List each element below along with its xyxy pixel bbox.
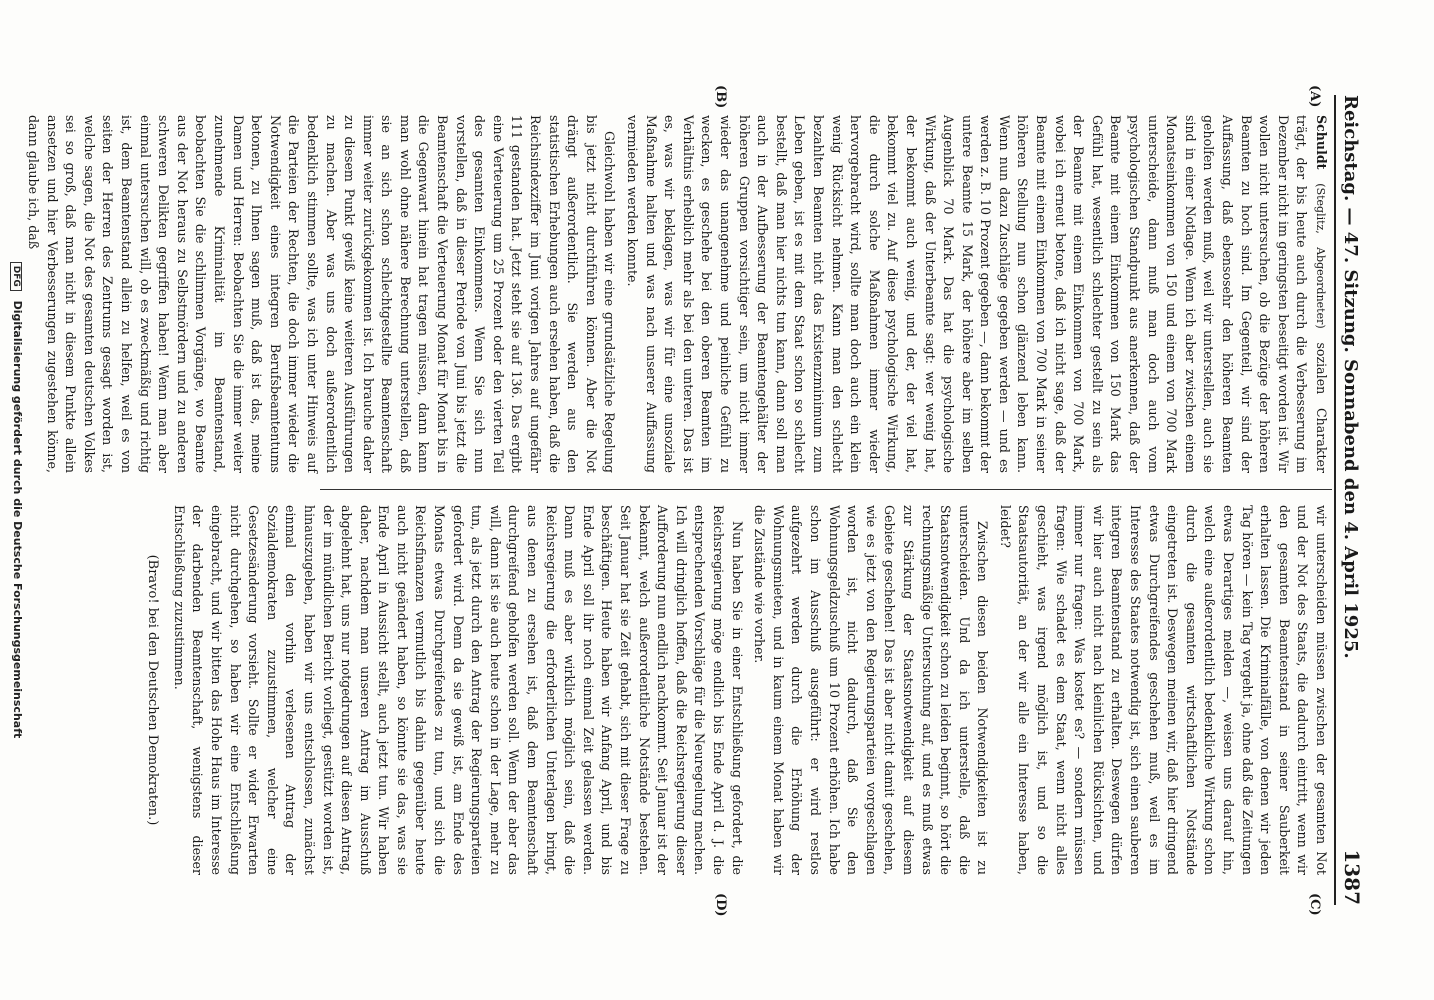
header-title: Reichstag. — 47. Sitzung. Sonnabend den 4. April 1925. [1340, 95, 1361, 659]
paragraph: wir unterscheiden müssen zwischen der gesamten Not und der Not des Staats, die dadurch eintritt, wenn wir den gesamten Beamtenstand in seiner Sauberkeit erhalten lassen. Die Kriminalfälle, von denen wir jeden Tag hören — kein Tag vergeht ja, ohne daß die Zeitungen etwas Derartiges melden —, weisen uns darauf hin, welch eine außerordentlich bedenkliche Wirkung schon durch die gesamten wirtschaftlichen Notstände eingetreten ist. Deswegen meinen wir, daß hier dringend etwas Durchgreifendes geschehen muß, weil es im Interesse des Staates notwendig ist, sich einen sauberen integren Beamtenstand zu erhalten. Deswegen dürfen wir hier auch nicht nach kleinlichen Rücksichten, und immer nur fragen: Was kostet es? — sondern müssen fragen: Wie schadet es dem Staat, wenn nicht alles geschieht, was irgend möglich ist, und so die Staatsautorität, an der wir alle ein Interesse haben, leidet? [997, 505, 1329, 875]
applause-note: (Bravo! bei den Deutschen Demokraten.) [145, 554, 161, 826]
left-column [26, 115, 1330, 473]
footer-text: Digitalisierung gefördert durch die Deutsche Forschungsgemeinschaft [11, 300, 24, 739]
margin-marker-a: (A) [1307, 85, 1322, 108]
right-column [145, 505, 1330, 875]
paragraph-text: sozialen Charakter trägt, der bis heute auch durch die Verbesserung im Dezember nicht im geringsten beseitigt worden ist. Wir wollen nicht untersuchen, ob die Bezüge der höheren Beamten zu hoch sind. Im Gegenteil, wir sind der Auffassung, daß ebensosehr den höheren Beamten geholfen werden muß, weil wir unterstellen, auch sie sind in einer Notlage. Wenn ich aber zwischen einem Monatseinkommen von 150 und einem von 700 Mark unterscheide, dann muß man doch auch vom psychologischen Standpunkt aus anerkennen, daß der Beamte mit einem Einkommen von 150 Mark das Gefühl hat, wesentlich schlechter gestellt zu sein als der Beamte mit einem Einkommen von 700 Mark, wobei ich erneut betone, daß ich nicht sage, daß der Beamte mit einem Einkommen von 700 Mark in seiner höheren Stellung nun schon glänzend leben kann. Wenn nun dazu Zuschläge gegeben werden — und es werden z. B. 10 Prozent gegeben —, dann bekommt der untere Beamte 15 Mark, der höhere aber im selben Augenblick 70 Mark. Das hat die psychologische Wirkung, daß der Unterbeamte sagt: wer wenig hat, der bekommt auch wenig, und der, der viel hat, bekommt viel zu. Auf diese psychologische Wirkung, die durch solche Maßnahmen immer wieder hervorgebracht wird, sollte man doch auch ein klein wenig Rücksicht nehmen. Kann man den schlecht bezahlten Beamten nicht das Existenzminimum zum Leben geben, ist es mit dem Staat schon so schlecht bestellt, daß man hier nichts tun kann, dann soll man auch in der Aufbesserung der Beamtengehälter der höheren Gruppen vorsichtiger sein, um nicht immer wieder das unangenehme und peinliche Gefühl zu wecken, es geschehe bei den oberen Beamten im Verhältnis erheblich mehr als bei den unteren. Das ist es, was wir beklagen, was wir für eine unsoziale Maßnahme halten und was nach unserer Auffassung vermieden werden konnte. [625, 115, 1329, 473]
speaker-name: Schuldt [1314, 115, 1329, 170]
paragraph: Gleichwohl haben wir eine grundsätzliche Regelung bis jetzt nicht durchführen können. Aber die Not drängt außerordentlich. Sie werden aus den statistischen Erhebungen auch ersehen haben, daß die Reichsindexziffer im Juni vorigen Jahres auf ungefähr 111 gestanden hat. Jetzt steht sie auf 136. Das ergibt eine Verteuerung um 25 Prozent oder den vierten Teil des gesamten Einkommens. Wenn Sie sich nun vorstellen, daß in dieser Periode von Juni bis jetzt die Beamtenschaft die Verteuerung Monat für Monat bis in die Gegenwart hinein hat tragen müssen, dann kann man wohl ohne nähere Berechnung unterstellen, daß sie an sich schon schlechtgestellte Beamtenschaft immer weiter zurückgekommen ist. Ich brauche daher zu diesem Punkt gewiß keine weiteren Ausführungen zu machen. Aber was uns doch außerordentlich bedenklich stimmen sollte, was ich unter Hinweis auf die Parteien der Rechten, die doch immer wieder die Notwendigkeit eines integren Berufsbeamtentums betonen, zu Ihnen sagen muß, daß ist das, meine Damen und Herren: Beobachten Sie die immer weiter zunehmende Kriminalität im Beamtenstand, beobachten Sie die schlimmen Vorgänge, wo Beamte aus der Not heraus zu Selbstmördern und zu anderen schweren Delikten gegriffen haben! Wenn man aber einmal untersuchen will, ob es zweckmäßig und richtig ist, dem Beamtenstand allein zu helfen, weil es von seiten der Herren des Zentrums gesagt worden ist, welche sagen, die Not des gesamten deutschen Volkes sei so groß, daß man nicht in diesem Punkte allein ansetzen und hier Verbesserungen zugestehen könne, dann glaube ich, daß [26, 115, 618, 473]
margin-marker-d: (D) [713, 893, 728, 917]
dfg-logo: DFG [10, 262, 22, 291]
digitization-footer [6, 0, 24, 1000]
column-divider [320, 489, 1332, 490]
speaker-note: (Steglitz, Abgeordneter) [1314, 183, 1327, 329]
paragraph: Zwischen diesen beiden Notwendigkeiten ist zu unterscheiden. Und da ich unterstelle, daß die Staatsnotwendigkeit schon zu leiden beginnt, so hört die rechnungsmäßige Untersuchung auf, und es muß etwas zur Stärkung der Staatsnotwendigkeit auf diesem Gebiete geschehen! Das ist aber nicht damit geschehen, wie es jetzt von den Regierungsparteien vorgeschlagen worden ist, nicht dadurch, daß Sie den Wohnungsgeldzuschuß um 10 Prozent erhöhen. Ich habe schon im Ausschuß ausgeführt: er wird restlos aufgezehrt werden durch die Erhöhung der Wohnungsmieten, und in kaum einem Monat haben wir die Zustände wie vorher. [752, 505, 991, 875]
paragraph: Nun haben Sie in einer Entschließung gefordert, die Reichsregierung möge endlich bis Ende April d. J. die entsprechenden Vorschläge für die Neuregelung machen. Ich will dringlich hoffen, daß die Reichsregierung dieser Aufforderung nun endlich nachkommt. Seit Januar ist der bekannt, welch außerordentliche Notstände bestehen. Seit Januar hat sie Zeit gehabt, sich mit dieser Frage zu beschäftigen. Heute haben wir Anfang April, und bis Ende April soll ihr noch einmal Zeit gelassen werden. Dann muß es aber wirklich möglich sein, daß die Reichsregierung die erforderlichen Unterlagen bringt, aus denen zu ersehen ist, daß dem Beamtenschaft durchgreifend geholfen werden soll. Wenn der aber das will, dann ist sie auch heute schon in der Lage, mehr zu tun, als jetzt durch den Antrag der Regierungsparteien gefordert wird. Denn da sie gewiß ist, am Ende des Monats etwas Durchgreifendes zu tun, und sich die Reichsfinanzen vermutlich bis dahin gegenüber heute auch nicht geändert haben, so könnte sie das, was sie Ende April in Aussicht stellt, auch jetzt tun. Wir haben daher, nachdem man unseren Antrag im Ausschuß abgelehnt hat, uns nur notgedrungen auf diesen Antrag, der im mündlichen Bericht vorliegt, gestützt worden ist, hinauszugeben, haben wir uns entschlossen, zunächst einmal den vorhin verlesenen Antrag der Sozialdemokraten zuzustimmen, welcher eine Gesetzesänderung vorsieht. Sollte er wider Erwarten nicht durchgehen, so haben wir eine Entschließung eingebracht, und wir bitten das Hohe Haus im Interesse der darbenden Beamtenschaft, wenigstens dieser Entschließung zuzustimmen. [171, 505, 745, 875]
margin-marker-b: (B) [713, 85, 728, 109]
margin-marker-c: (C) [1307, 893, 1322, 916]
page-number: 1387 [1340, 849, 1364, 905]
paragraph [622, 115, 1330, 473]
page-header [1334, 95, 1374, 905]
